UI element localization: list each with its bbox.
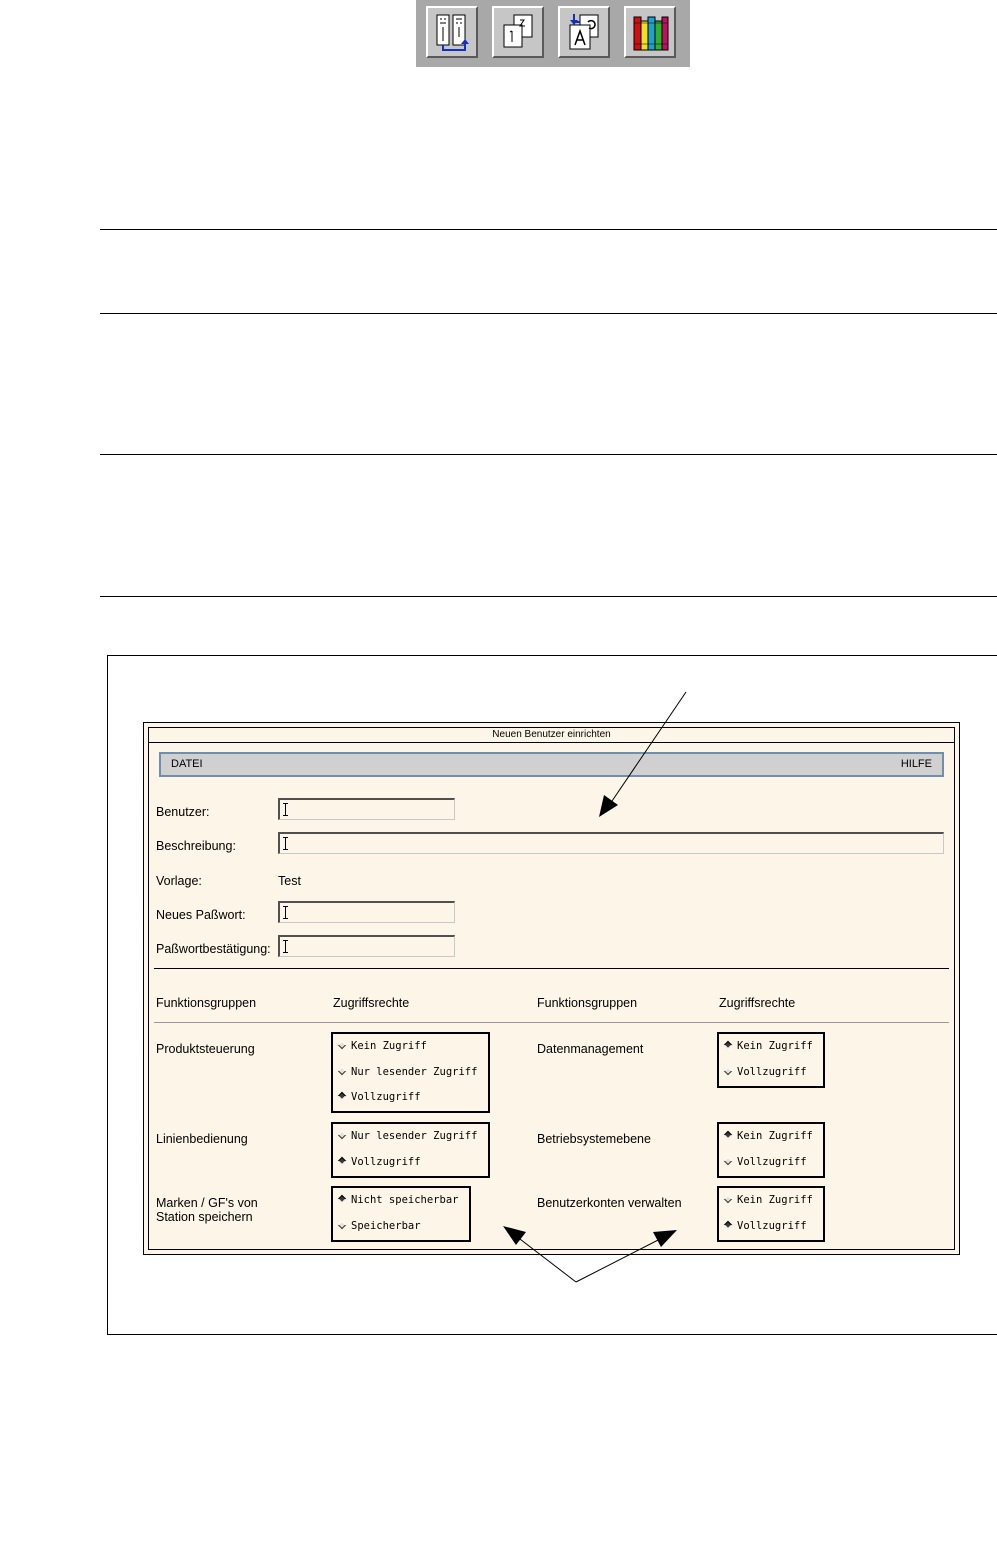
- menu-hilfe[interactable]: HILFE: [900, 758, 932, 770]
- radio-option[interactable]: Kein Zugriff: [725, 1130, 813, 1142]
- description-label: Beschreibung:: [156, 839, 236, 853]
- header-access-rights-left: Zugriffsrechte: [333, 996, 410, 1010]
- header-function-groups-left: Funktionsgruppen: [156, 996, 257, 1010]
- radio-option[interactable]: Nicht speicherbar: [339, 1194, 458, 1206]
- dialog-title: Neuen Benutzer einrichten: [149, 728, 954, 743]
- header-function-groups-right: Funktionsgruppen: [537, 996, 638, 1010]
- template-value: Test: [278, 874, 301, 888]
- group-label-betriebsystemebene: Betriebsystemebene: [537, 1132, 651, 1146]
- radio-option[interactable]: Nur lesender Zugriff: [339, 1066, 477, 1078]
- group-label-benutzerkonten: Benutzerkonten verwalten: [537, 1196, 682, 1210]
- group-label-produktsteuerung: Produktsteuerung: [156, 1042, 255, 1056]
- callout-arrow-bottom-left: [503, 1226, 576, 1282]
- radio-option[interactable]: Vollzugriff: [725, 1156, 807, 1168]
- radio-option[interactable]: Kein Zugriff: [725, 1040, 813, 1052]
- radio-option[interactable]: Vollzugriff: [339, 1091, 421, 1103]
- group-label-datenmanagement: Datenmanagement: [537, 1042, 644, 1056]
- group-label-marken-line1: Marken / GF's von: [156, 1196, 258, 1210]
- header-access-rights-right: Zugriffsrechte: [719, 996, 796, 1010]
- radio-option[interactable]: Vollzugriff: [725, 1220, 807, 1232]
- radio-option[interactable]: Kein Zugriff: [725, 1194, 813, 1206]
- group-label-linienbedienung: Linienbedienung: [156, 1132, 248, 1146]
- user-label: Benutzer:: [156, 805, 210, 819]
- radio-option[interactable]: Speicherbar: [339, 1220, 421, 1232]
- radio-option[interactable]: Vollzugriff: [339, 1156, 421, 1168]
- menu-datei[interactable]: DATEI: [171, 758, 203, 770]
- confirm-password-label: Paßwortbestätigung:: [156, 942, 271, 956]
- radio-option[interactable]: Kein Zugriff: [339, 1040, 427, 1052]
- group-label-marken-line2: Station speichern: [156, 1210, 253, 1224]
- new-password-label: Neues Paßwort:: [156, 908, 246, 922]
- callout-arrow-bottom-right: [576, 1230, 677, 1282]
- template-label: Vorlage:: [156, 874, 202, 888]
- radio-option[interactable]: Vollzugriff: [725, 1066, 807, 1078]
- radio-option[interactable]: Nur lesender Zugriff: [339, 1130, 477, 1142]
- callout-arrow-top: [599, 692, 686, 817]
